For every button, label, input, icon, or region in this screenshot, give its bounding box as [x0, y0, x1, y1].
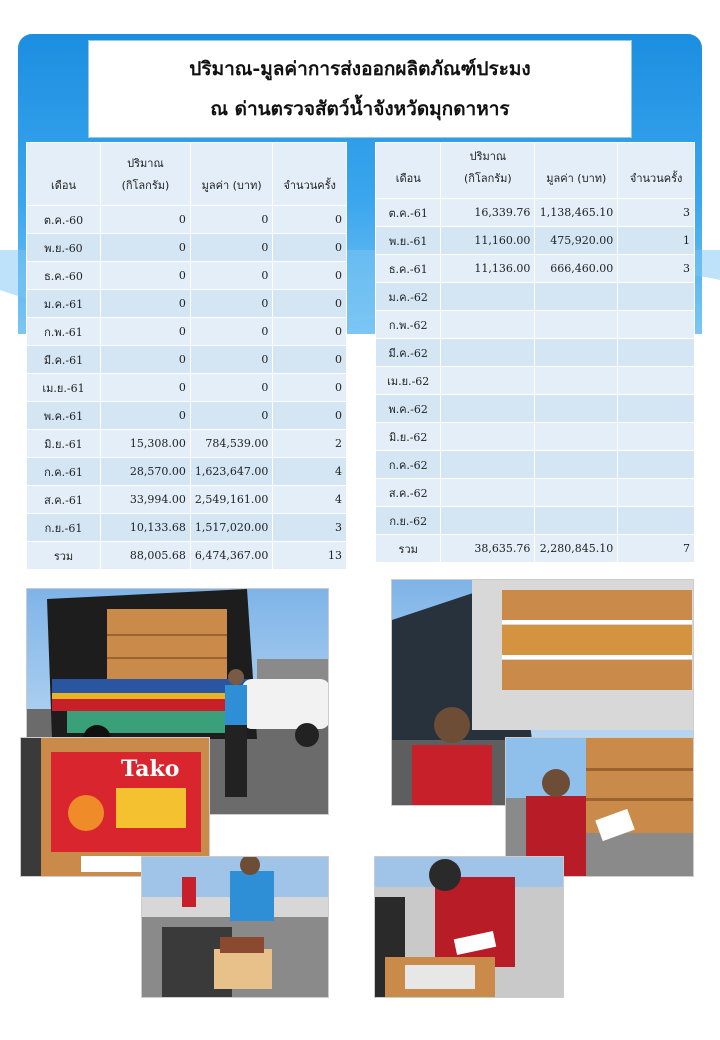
- quantity-cell: [441, 451, 534, 478]
- count-cell: [618, 423, 694, 450]
- table-row: [376, 339, 694, 366]
- table-row: [376, 227, 694, 254]
- month-cell: ก.พ.-62: [376, 311, 440, 338]
- table-fy61: [26, 142, 347, 570]
- value-cell: [535, 507, 617, 534]
- count-cell: 2: [273, 430, 346, 457]
- table-row: [376, 451, 694, 478]
- table-row: [376, 199, 694, 226]
- title-line-2: ณ ด่านตรวจสัตว์น้ำจังหวัดมุกดาหาร: [210, 98, 510, 120]
- quantity-cell: 0: [101, 374, 190, 401]
- count-cell: [618, 339, 694, 366]
- table-row: [376, 395, 694, 422]
- count-cell: 0: [273, 290, 346, 317]
- total-row: [27, 542, 346, 569]
- month-cell: พ.ย.-60: [27, 234, 100, 261]
- month-cell: ธ.ค.-60: [27, 262, 100, 289]
- month-cell: ก.ย.-61: [27, 514, 100, 541]
- value-cell: 2,280,845.10: [535, 535, 617, 562]
- column-header: ปริมาณ (กิโลกรัม): [441, 143, 534, 198]
- count-cell: 3: [618, 255, 694, 282]
- month-cell: ม.ค.-61: [27, 290, 100, 317]
- column-header: มูลค่า (บาท): [535, 143, 617, 198]
- month-cell: ส.ค.-62: [376, 479, 440, 506]
- column-header: จำนวนครั้ง: [618, 143, 694, 198]
- count-cell: [618, 395, 694, 422]
- month-cell: ต.ค.-61: [376, 199, 440, 226]
- quantity-cell: [441, 423, 534, 450]
- table-row: [376, 423, 694, 450]
- count-cell: 0: [273, 262, 346, 289]
- count-cell: 4: [273, 486, 346, 513]
- quantity-cell: 0: [101, 346, 190, 373]
- value-cell: 1,517,020.00: [191, 514, 272, 541]
- month-cell: พ.ค.-61: [27, 402, 100, 429]
- table-row: [376, 283, 694, 310]
- quantity-cell: 33,994.00: [101, 486, 190, 513]
- photo-opening-carton: [374, 856, 564, 998]
- table-row: [27, 430, 346, 457]
- table-row: [27, 374, 346, 401]
- quantity-cell: [441, 339, 534, 366]
- quantity-cell: 0: [101, 318, 190, 345]
- table-row: [27, 234, 346, 261]
- count-cell: [618, 507, 694, 534]
- value-cell: [535, 339, 617, 366]
- month-cell: พ.ย.-61: [376, 227, 440, 254]
- quantity-cell: 88,005.68: [101, 542, 190, 569]
- table-row: [27, 262, 346, 289]
- month-cell: มิ.ย.-61: [27, 430, 100, 457]
- quantity-cell: 0: [101, 234, 190, 261]
- table-row: [27, 318, 346, 345]
- title-line-1: ปริมาณ-มูลค่าการส่งออกผลิตภัณฑ์ประมง: [189, 58, 531, 80]
- total-row: [376, 535, 694, 562]
- value-cell: 0: [191, 206, 272, 233]
- count-cell: 0: [273, 346, 346, 373]
- quantity-cell: [441, 367, 534, 394]
- value-cell: 0: [191, 402, 272, 429]
- month-cell: รวม: [27, 542, 100, 569]
- count-cell: 4: [273, 458, 346, 485]
- quantity-cell: 16,339.76: [441, 199, 534, 226]
- table-fy62: [375, 142, 695, 563]
- value-cell: 2,549,161.00: [191, 486, 272, 513]
- table-row: [376, 507, 694, 534]
- month-cell: มิ.ย.-62: [376, 423, 440, 450]
- value-cell: [535, 283, 617, 310]
- quantity-cell: [441, 311, 534, 338]
- count-cell: 1: [618, 227, 694, 254]
- month-cell: ธ.ค.-61: [376, 255, 440, 282]
- table-header-row: [27, 143, 346, 205]
- value-cell: 0: [191, 346, 272, 373]
- quantity-cell: 11,160.00: [441, 227, 534, 254]
- month-cell: มี.ค.-61: [27, 346, 100, 373]
- count-cell: [618, 479, 694, 506]
- count-cell: 3: [273, 514, 346, 541]
- value-cell: [535, 367, 617, 394]
- table-row: [376, 255, 694, 282]
- count-cell: [618, 451, 694, 478]
- month-cell: ต.ค.-60: [27, 206, 100, 233]
- column-header: ปริมาณ (กิโลกรัม): [101, 143, 190, 205]
- title-box: [88, 40, 632, 138]
- count-cell: [618, 311, 694, 338]
- table-row: [27, 290, 346, 317]
- value-cell: 0: [191, 318, 272, 345]
- quantity-cell: 15,308.00: [101, 430, 190, 457]
- month-cell: เม.ย.-61: [27, 374, 100, 401]
- month-cell: ม.ค.-62: [376, 283, 440, 310]
- quantity-cell: 28,570.00: [101, 458, 190, 485]
- value-cell: [535, 311, 617, 338]
- count-cell: 0: [273, 374, 346, 401]
- table-row: [376, 367, 694, 394]
- value-cell: [535, 479, 617, 506]
- table-row: [376, 311, 694, 338]
- count-cell: 0: [273, 234, 346, 261]
- table-row: [27, 486, 346, 513]
- value-cell: [535, 423, 617, 450]
- count-cell: 7: [618, 535, 694, 562]
- quantity-cell: 0: [101, 402, 190, 429]
- month-cell: รวม: [376, 535, 440, 562]
- value-cell: 1,138,465.10: [535, 199, 617, 226]
- quantity-cell: [441, 283, 534, 310]
- column-header: มูลค่า (บาท): [191, 143, 272, 205]
- count-cell: 13: [273, 542, 346, 569]
- column-header: เดือน: [376, 143, 440, 198]
- value-cell: 6,474,367.00: [191, 542, 272, 569]
- value-cell: 0: [191, 374, 272, 401]
- table-row: [27, 402, 346, 429]
- box-brand-text: Tako: [121, 756, 180, 782]
- value-cell: 0: [191, 234, 272, 261]
- value-cell: [535, 451, 617, 478]
- table-row: [27, 346, 346, 373]
- value-cell: 0: [191, 262, 272, 289]
- table-row: [27, 458, 346, 485]
- photo-inspecting-cartons: [141, 856, 329, 998]
- count-cell: [618, 367, 694, 394]
- value-cell: 784,539.00: [191, 430, 272, 457]
- count-cell: 3: [618, 199, 694, 226]
- month-cell: ก.ค.-61: [27, 458, 100, 485]
- count-cell: [618, 283, 694, 310]
- table-row: [376, 479, 694, 506]
- value-cell: 666,460.00: [535, 255, 617, 282]
- value-cell: [535, 395, 617, 422]
- value-cell: 1,623,647.00: [191, 458, 272, 485]
- table-row: [27, 514, 346, 541]
- count-cell: 0: [273, 402, 346, 429]
- quantity-cell: 11,136.00: [441, 255, 534, 282]
- month-cell: ก.ย.-62: [376, 507, 440, 534]
- quantity-cell: [441, 507, 534, 534]
- value-cell: 475,920.00: [535, 227, 617, 254]
- quantity-cell: [441, 395, 534, 422]
- count-cell: 0: [273, 318, 346, 345]
- month-cell: เม.ย.-62: [376, 367, 440, 394]
- quantity-cell: 38,635.76: [441, 535, 534, 562]
- month-cell: พ.ค.-62: [376, 395, 440, 422]
- value-cell: 0: [191, 290, 272, 317]
- month-cell: ก.ค.-62: [376, 451, 440, 478]
- quantity-cell: 0: [101, 206, 190, 233]
- quantity-cell: 10,133.68: [101, 514, 190, 541]
- table-row: [27, 206, 346, 233]
- table-header-row: [376, 143, 694, 198]
- quantity-cell: [441, 479, 534, 506]
- column-header: จำนวนครั้ง: [273, 143, 346, 205]
- column-header: เดือน: [27, 143, 100, 205]
- quantity-cell: 0: [101, 262, 190, 289]
- quantity-cell: 0: [101, 290, 190, 317]
- month-cell: ก.พ.-61: [27, 318, 100, 345]
- month-cell: ส.ค.-61: [27, 486, 100, 513]
- month-cell: มี.ค.-62: [376, 339, 440, 366]
- count-cell: 0: [273, 206, 346, 233]
